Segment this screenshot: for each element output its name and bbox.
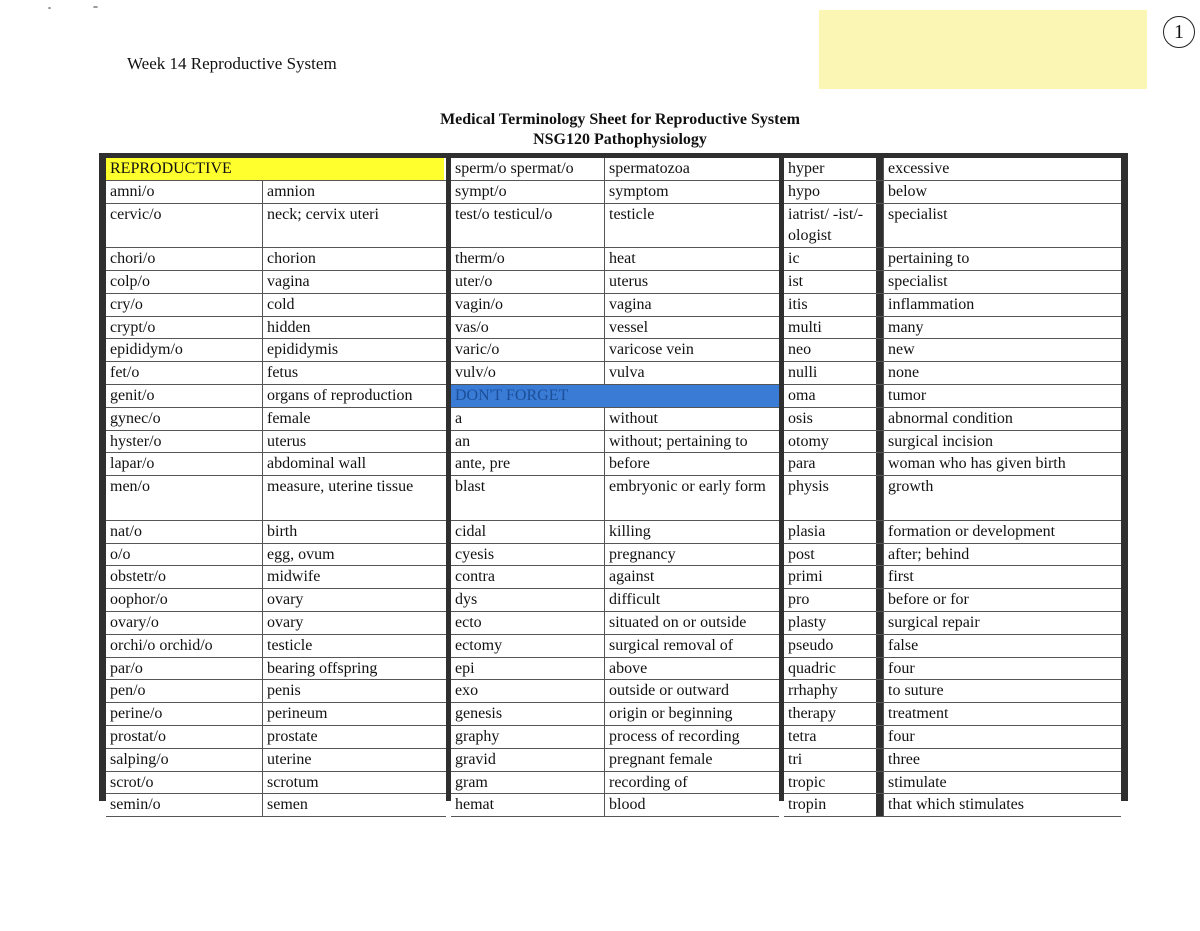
term-row [106,294,446,317]
term-text: ic [788,250,800,268]
definition-text: female [262,408,446,430]
term-text: semin/o [110,796,161,814]
term-text: test/o testicul/o [455,205,553,223]
term-text: tetra [788,727,817,745]
definition-text: difficult [604,589,779,611]
term-text: chori/o [110,250,156,268]
term-row [784,612,1121,635]
term-row [106,658,446,681]
definition-text: pertaining to [883,248,1121,270]
term-row [784,703,1121,726]
term-text: nulli [788,364,818,382]
definition-text: embryonic or early form [604,476,779,520]
column-divider [876,544,883,566]
definition-text: epididymis [262,339,446,361]
term-text: hypo [788,182,820,200]
definition-text: vagina [604,294,779,316]
definition-text: surgical incision [883,431,1121,453]
term-text: vagin/o [455,295,503,313]
term-row [784,385,1121,408]
term-text: graphy [455,727,500,745]
definition-text: excessive [883,158,1121,180]
term-row [106,703,446,726]
definition-text: semen [262,794,446,816]
column-divider [876,271,883,293]
definition-text: vulva [604,362,779,384]
column-divider [876,476,883,520]
term-row [784,476,1121,521]
definition-text: new [883,339,1121,361]
definition-text: four [883,658,1121,680]
term-row [784,589,1121,612]
definition-text: none [883,362,1121,384]
term-text: gynec/o [110,409,161,427]
term-row [106,317,446,340]
definition-text: without [604,408,779,430]
definition-text: before or for [883,589,1121,611]
sheet-title: Medical Terminology Sheet for Reproductive System [440,111,800,128]
definition-text: process of recording [604,726,779,748]
column-divider [876,362,883,384]
term-text: cervic/o [110,205,162,223]
definition-text: cold [262,294,446,316]
definition-text: after; behind [883,544,1121,566]
term-row [784,158,1121,181]
term-row [106,271,446,294]
column-divider [876,726,883,748]
term-row [784,794,1121,817]
term-text: colp/o [110,272,150,290]
term-text: epididym/o [110,341,183,359]
definition-text: bearing offspring [262,658,446,680]
term-row [106,248,446,271]
term-text: primi [788,568,823,586]
term-text: pseudo [788,636,834,654]
term-row [451,317,779,340]
definition-text: woman who has given birth [883,453,1121,475]
term-text: ist [788,272,804,290]
definition-text: pregnant female [604,749,779,771]
term-text: gram [455,773,488,791]
term-row [451,431,779,454]
term-text: ectomy [455,636,503,654]
term-row [106,589,446,612]
term-row [784,749,1121,772]
section-header-label: DON'T FORGET [455,386,569,404]
term-row [784,271,1121,294]
term-text: a [455,409,463,427]
sheet-subtitle: NSG120 Pathophysiology [533,131,707,148]
definition-text: neck; cervix uteri [262,204,446,248]
term-text: otomy [788,432,829,450]
term-row [106,453,446,476]
term-row [784,726,1121,749]
term-text: hyper [788,160,825,177]
term-text: o/o [110,545,131,563]
definition-text: prostate [262,726,446,748]
term-text: tropic [788,773,826,791]
term-text: varic/o [455,341,500,359]
term-text: nat/o [110,522,142,540]
definition-text: formation or development [883,521,1121,543]
column-divider [876,703,883,725]
section-header-label: REPRODUCTIVE [110,160,232,177]
term-text: amni/o [110,182,155,200]
term-row [784,453,1121,476]
term-text: cry/o [110,295,143,313]
definition-text: vessel [604,317,779,339]
term-text: sympt/o [455,182,507,200]
column-divider [876,658,883,680]
definition-text: uterus [262,431,446,453]
term-text: tri [788,750,803,768]
term-row [451,453,779,476]
term-row [784,248,1121,271]
term-row [106,408,446,431]
definition-text: ovary [262,612,446,634]
term-text: plasia [788,522,826,540]
definition-text: uterine [262,749,446,771]
term-row [451,158,779,181]
term-text: dys [455,591,478,609]
term-text: uter/o [455,272,493,290]
column-divider [876,635,883,657]
definition-text: recording of [604,772,779,794]
term-row [451,658,779,681]
term-row [784,204,1121,249]
definition-text: abnormal condition [883,408,1121,430]
term-row [106,635,446,658]
term-text: neo [788,341,812,359]
term-row [784,408,1121,431]
term-row [784,362,1121,385]
definition-text: testicle [604,204,779,248]
term-text: blast [455,478,486,496]
term-row [784,317,1121,340]
term-text: therapy [788,705,836,723]
term-text: tropin [788,796,827,814]
term-text: perine/o [110,705,163,723]
term-row [106,749,446,772]
term-text: exo [455,682,479,700]
term-row [451,362,779,385]
definition-text: organs of reproduction [262,385,446,407]
definition-text: without; pertaining to [604,431,779,453]
term-row [451,248,779,271]
term-row [451,339,779,362]
column-divider [876,294,883,316]
term-text: rrhaphy [788,682,838,700]
scan-speck [93,6,98,8]
column-divider [876,566,883,588]
term-row [106,431,446,454]
definition-text: against [604,566,779,588]
definition-text: many [883,317,1121,339]
scan-speck [48,7,51,9]
term-text: pen/o [110,682,146,700]
term-row [451,408,779,431]
term-row [451,294,779,317]
column-divider [876,204,883,248]
term-text: par/o [110,659,143,677]
term-row [106,794,446,817]
term-row [451,680,779,703]
section-header-fill [451,385,779,407]
term-text: fet/o [110,364,140,382]
column-divider [876,612,883,634]
terminology-table [99,153,1128,814]
term-row [451,566,779,589]
definition-text: measure, uterine tissue [262,476,446,520]
term-text: cidal [455,522,487,540]
term-text: orchi/o orchid/o [110,636,213,654]
definition-text: before [604,453,779,475]
definition-text: stimulate [883,772,1121,794]
term-text: crypt/o [110,318,156,336]
definition-text: situated on or outside [604,612,779,634]
definition-text: killing [604,521,779,543]
definition-text: that which stimulates [883,794,1121,816]
definition-text: specialist [883,271,1121,293]
term-row [106,204,446,249]
term-row [784,566,1121,589]
term-text: sperm/o spermat/o [455,160,574,177]
term-row [106,385,446,408]
term-row [451,476,779,521]
term-row [451,726,779,749]
term-row [784,680,1121,703]
column-divider [876,181,883,203]
term-row [106,362,446,385]
term-row [106,772,446,795]
term-row [784,339,1121,362]
term-text: genesis [455,705,503,723]
term-row [784,658,1121,681]
term-text: post [788,545,815,563]
term-row [784,431,1121,454]
definition-text: perineum [262,703,446,725]
term-row [451,612,779,635]
column-divider [876,453,883,475]
term-text: osis [788,409,813,427]
column-divider [876,339,883,361]
term-text: scrot/o [110,773,154,791]
term-row [784,772,1121,795]
word-parts-column [784,158,1121,817]
definition-text: midwife [262,566,446,588]
definition-text: abdominal wall [262,453,446,475]
definition-text: varicose vein [604,339,779,361]
term-row [106,680,446,703]
definition-text: outside or outward [604,680,779,702]
term-text: therm/o [455,250,505,268]
definition-text: surgical repair [883,612,1121,634]
section-header [451,385,779,408]
term-row [106,612,446,635]
term-text: multi [788,318,822,336]
term-text: ante, pre [455,455,511,473]
column-divider [876,772,883,794]
column-divider [876,521,883,543]
column-divider [876,385,883,407]
term-row [784,294,1121,317]
term-text: epi [455,659,475,677]
term-text: quadric [788,659,836,677]
definition-text: egg, ovum [262,544,446,566]
term-row [451,271,779,294]
term-text: iatrist/ -ist/- ologist [788,205,864,244]
definition-text: tumor [883,385,1121,407]
term-text: contra [455,568,495,586]
term-row [784,521,1121,544]
definition-text: fetus [262,362,446,384]
definition-text: false [883,635,1121,657]
term-text: genit/o [110,386,155,404]
column-divider [876,248,883,270]
column-divider [876,749,883,771]
definition-text: heat [604,248,779,270]
term-text: gravid [455,750,496,768]
term-row [106,566,446,589]
column-divider [876,589,883,611]
term-text: oma [788,386,816,404]
week-title: Week 14 Reproductive System [127,54,337,73]
term-text: salping/o [110,750,169,768]
term-text: ovary/o [110,613,159,631]
term-text: hyster/o [110,432,162,450]
term-row [106,181,446,204]
definition-text: first [883,566,1121,588]
term-row [106,726,446,749]
term-row [106,521,446,544]
definition-text: pregnancy [604,544,779,566]
term-row [451,589,779,612]
term-row [784,635,1121,658]
definition-text: surgical removal of [604,635,779,657]
definition-text: amnion [262,181,446,203]
term-row [451,794,779,817]
term-row [106,476,446,521]
term-text: ecto [455,613,482,631]
definition-text: vagina [262,271,446,293]
term-text: obstetr/o [110,568,166,586]
definition-text: penis [262,680,446,702]
definition-text: scrotum [262,772,446,794]
definition-text: testicle [262,635,446,657]
term-text: pro [788,591,810,609]
definition-text: above [604,658,779,680]
term-text: prostat/o [110,727,166,745]
column-divider [876,408,883,430]
definition-text: origin or beginning [604,703,779,725]
term-row [784,544,1121,567]
definition-text: ovary [262,589,446,611]
term-text: an [455,432,471,450]
term-text: hemat [455,796,495,814]
term-text: oophor/o [110,591,168,609]
term-text: itis [788,295,808,313]
term-text: physis [788,478,829,496]
section-header [106,158,446,181]
term-text: cyesis [455,545,495,563]
definition-text: hidden [262,317,446,339]
term-row [451,181,779,204]
term-row [451,772,779,795]
definition-text: birth [262,521,446,543]
term-text: plasty [788,613,827,631]
term-row [451,521,779,544]
sticky-note [819,10,1147,89]
term-text: vulv/o [455,364,496,382]
column-divider [876,794,883,816]
term-row [106,544,446,567]
column-divider [876,317,883,339]
definition-text: uterus [604,271,779,293]
column-divider [876,680,883,702]
page-number-mark: 1 [1163,16,1195,48]
column-divider [876,158,883,180]
reproductive-column [106,158,446,817]
term-row [451,544,779,567]
definition-text: treatment [883,703,1121,725]
term-row [451,749,779,772]
definition-text: spermatozoa [604,158,779,180]
term-row [784,181,1121,204]
suffix-prefix-column [451,158,779,817]
term-text: men/o [110,478,150,496]
term-row [106,339,446,362]
term-text: vas/o [455,318,489,336]
section-header-fill [106,158,444,180]
term-row [451,703,779,726]
definition-text: three [883,749,1121,771]
term-row [451,204,779,249]
term-text: para [788,455,816,473]
column-divider [876,431,883,453]
definition-text: to suture [883,680,1121,702]
term-text: lapar/o [110,455,155,473]
definition-text: blood [604,794,779,816]
definition-text: inflammation [883,294,1121,316]
definition-text: growth [883,476,1121,520]
definition-text: chorion [262,248,446,270]
term-row [451,635,779,658]
definition-text: specialist [883,204,1121,248]
definition-text: below [883,181,1121,203]
definition-text: symptom [604,181,779,203]
definition-text: four [883,726,1121,748]
